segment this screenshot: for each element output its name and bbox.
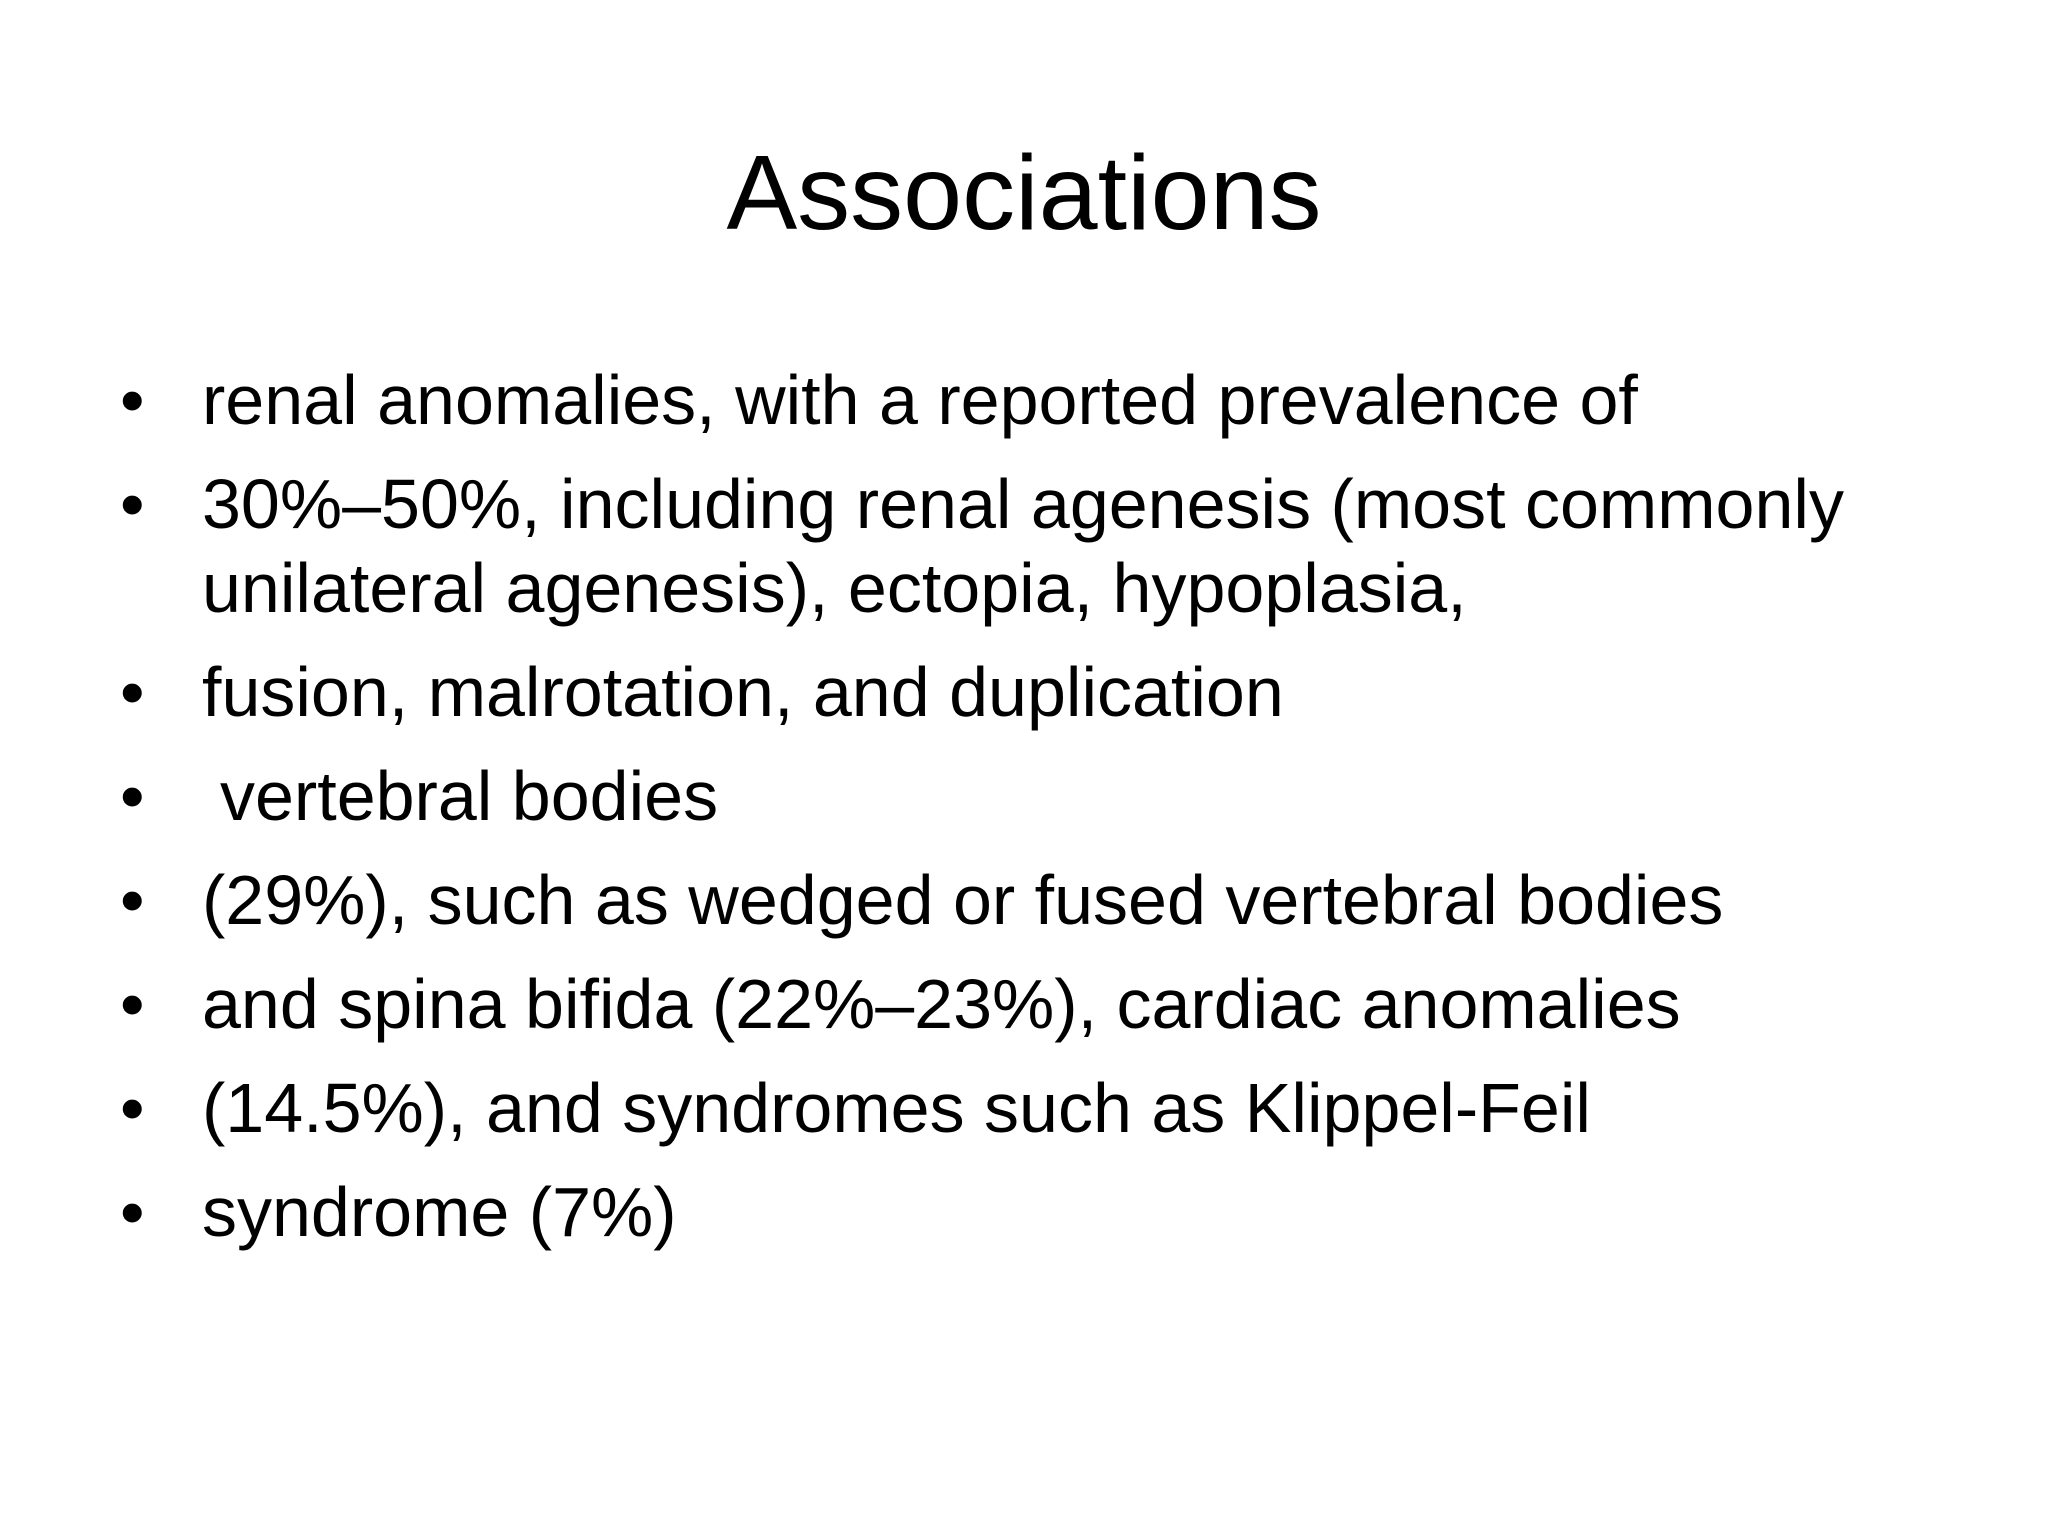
bullet-icon: • bbox=[120, 861, 145, 939]
bullet-text: fusion, malrotation, and duplication bbox=[202, 653, 1284, 731]
bullet-text: syndrome (7%) bbox=[202, 1173, 677, 1251]
slide-title: Associations bbox=[726, 134, 1322, 252]
bullet-icon: • bbox=[120, 757, 145, 835]
bullet-text: renal anomalies, with a reported prevalence of bbox=[202, 361, 1638, 439]
bullet-text: 30%–50%, including renal agenesis (most commonly unilateral agenesis), ectopia, hypoplasia, bbox=[202, 465, 1844, 627]
list-item bbox=[110, 462, 1970, 630]
bullet-text: and spina bifida (22%–23%), cardiac anomalies bbox=[202, 965, 1681, 1043]
list-item bbox=[110, 754, 1970, 838]
bullet-icon: • bbox=[120, 361, 145, 439]
list-item bbox=[110, 650, 1970, 734]
bullet-icon: • bbox=[120, 965, 145, 1043]
bullet-text: (29%), such as wedged or fused vertebral bodies bbox=[202, 861, 1724, 939]
bullet-icon: • bbox=[120, 1173, 145, 1251]
list-item bbox=[110, 1066, 1970, 1150]
bullet-icon: • bbox=[120, 653, 145, 731]
list-item bbox=[110, 858, 1970, 942]
bullet-list bbox=[110, 358, 1970, 1274]
bullet-icon: • bbox=[120, 1069, 145, 1147]
list-item bbox=[110, 962, 1970, 1046]
list-item bbox=[110, 358, 1970, 442]
bullet-text: vertebral bodies bbox=[220, 757, 719, 835]
bullet-text: (14.5%), and syndromes such as Klippel-Feil bbox=[202, 1069, 1591, 1147]
list-item bbox=[110, 1170, 1970, 1254]
bullet-icon: • bbox=[120, 465, 145, 543]
